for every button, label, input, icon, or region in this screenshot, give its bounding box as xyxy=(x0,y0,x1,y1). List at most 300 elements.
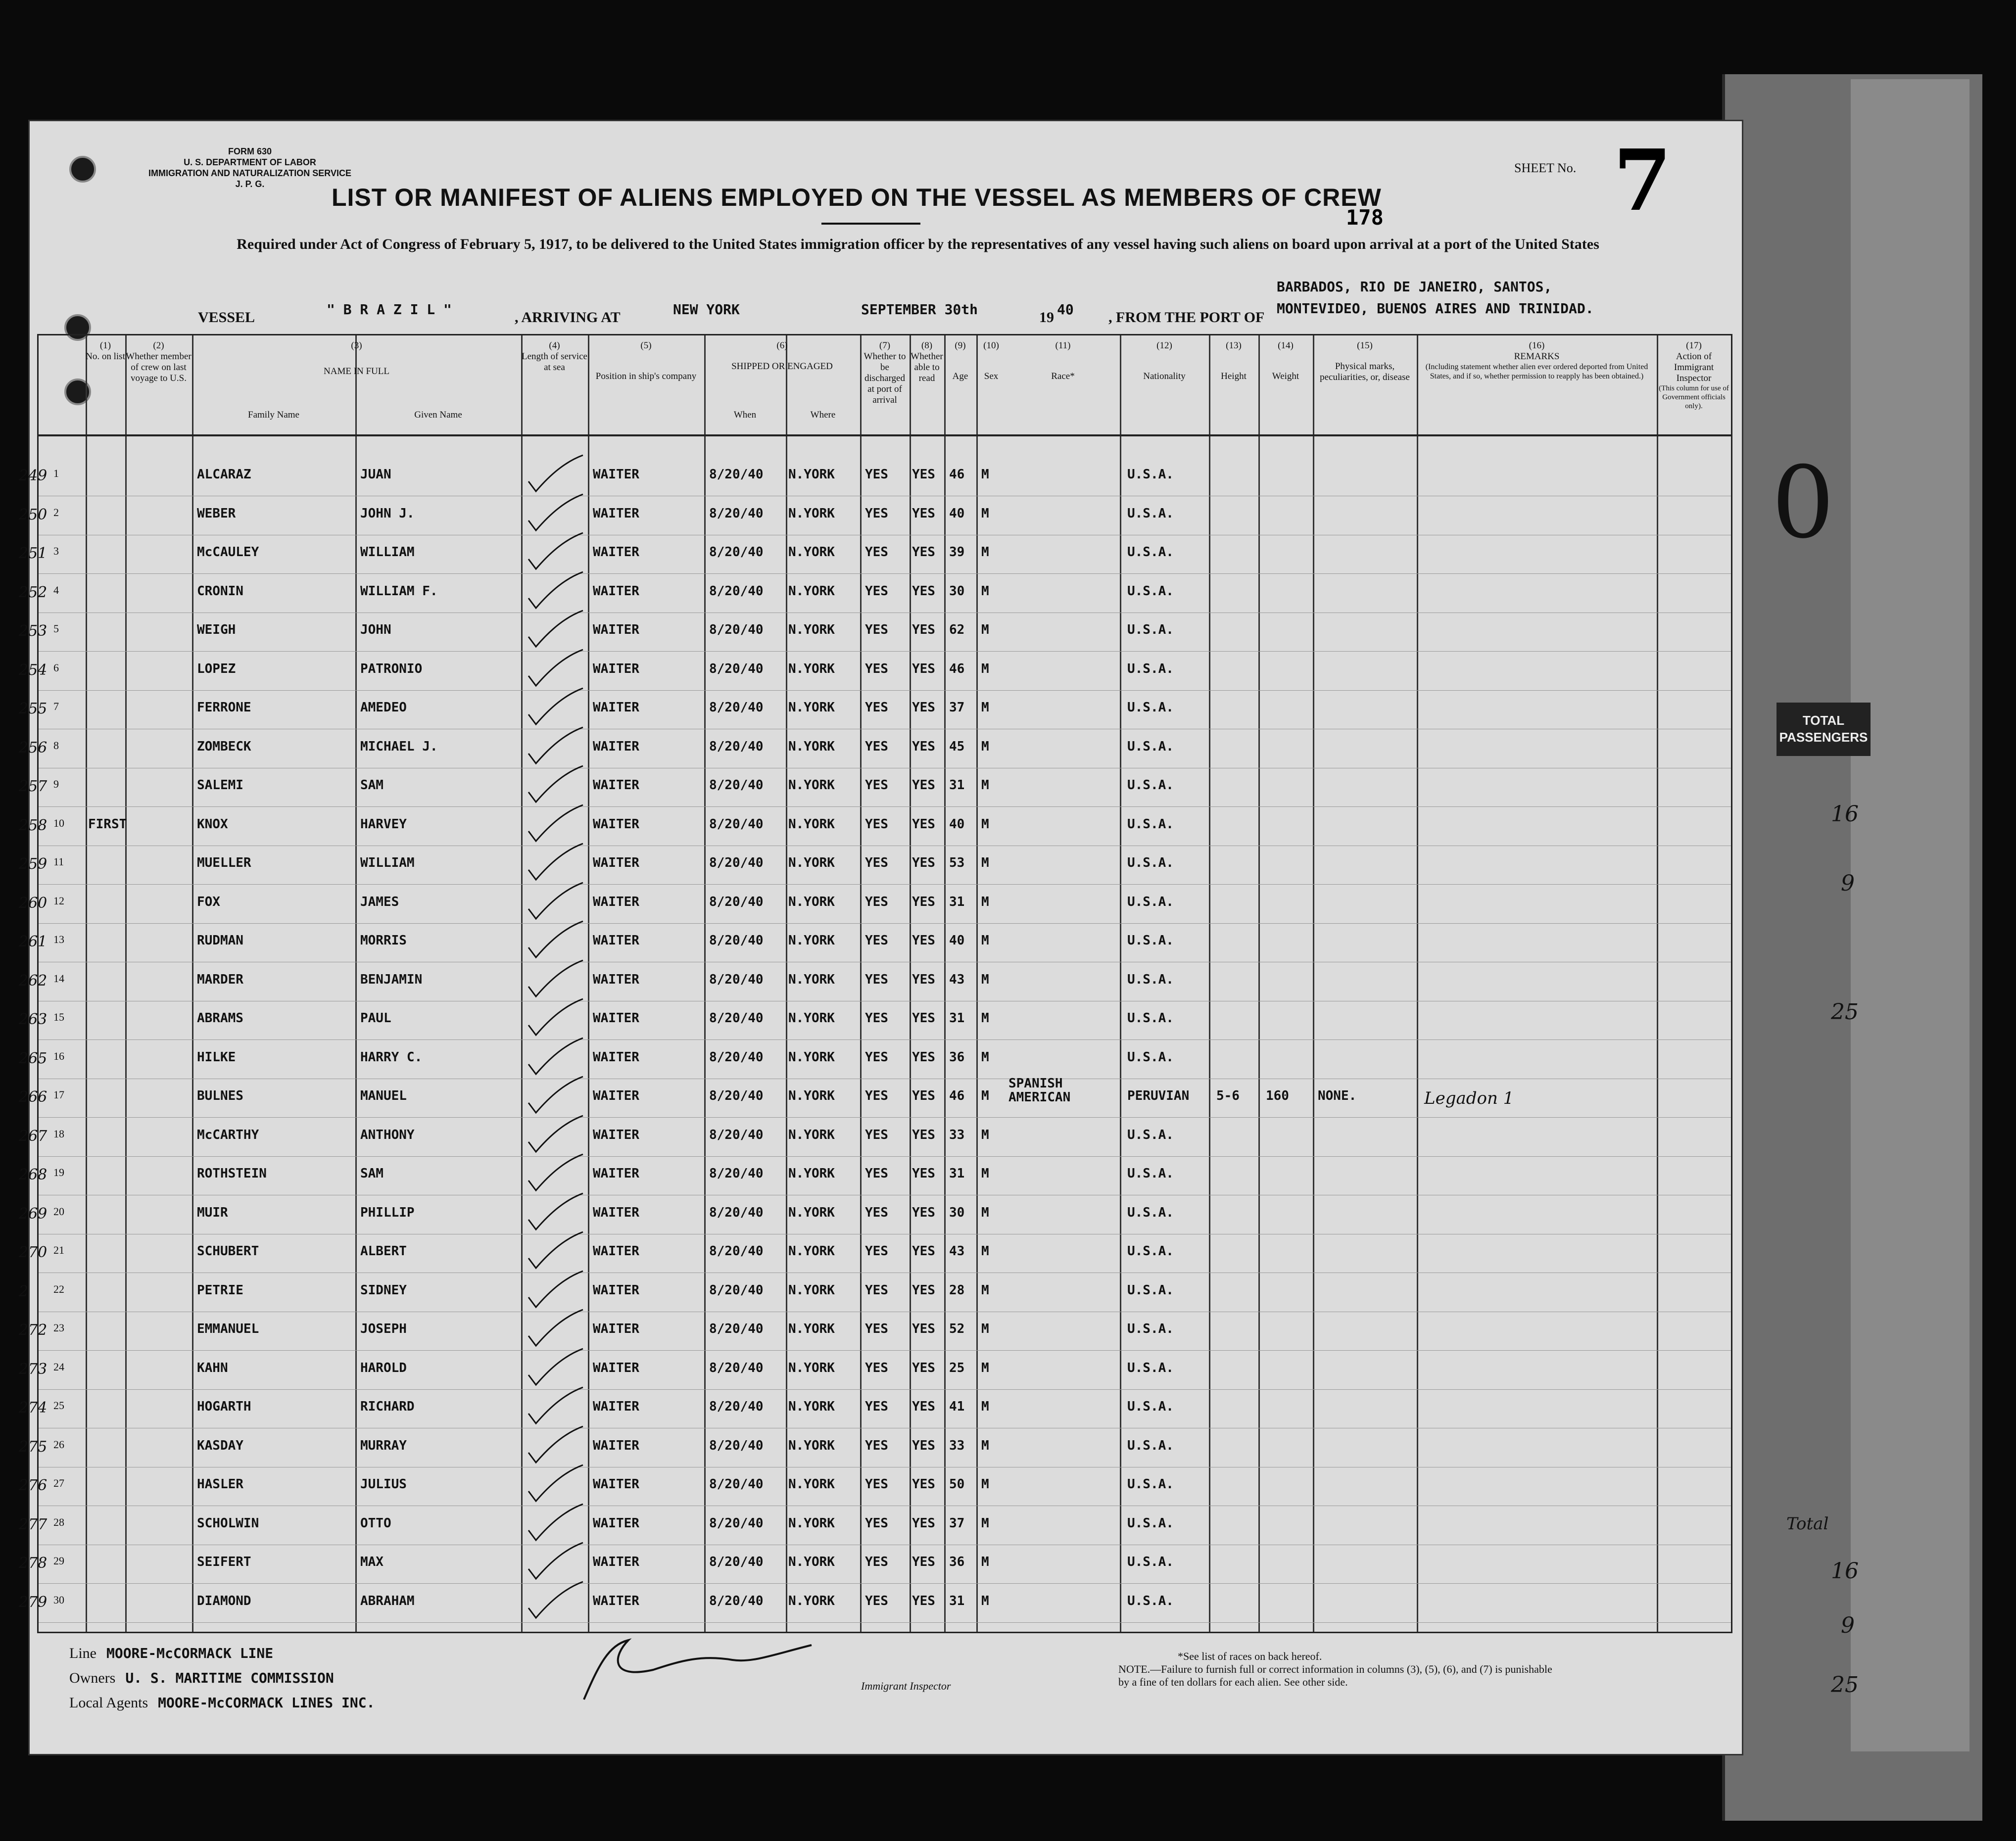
position: WAITER xyxy=(593,739,639,754)
service-checkmark-icon xyxy=(526,1309,585,1348)
service-checkmark-icon xyxy=(526,687,585,727)
sex: M xyxy=(981,1049,989,1065)
shipped-when: 8/20/40 xyxy=(709,1399,764,1414)
given-name: PATRONIO xyxy=(360,661,423,676)
from-port-label: , FROM THE PORT OF xyxy=(1108,309,1265,326)
service-checkmark-icon xyxy=(526,1231,585,1271)
list-number: 29 xyxy=(53,1555,64,1567)
shipped-where: N.YORK xyxy=(788,583,835,599)
table-row xyxy=(19,1275,1731,1314)
family-name: HILKE xyxy=(197,1049,236,1065)
margin-line-number: 2 xyxy=(19,1282,29,1300)
table-row xyxy=(19,1197,1731,1236)
position: WAITER xyxy=(593,1244,639,1259)
shipped-when: 8/20/40 xyxy=(709,1166,764,1181)
family-name: CRONIN xyxy=(197,583,243,599)
margin-line-number: 265 xyxy=(19,1049,48,1067)
age: 30 xyxy=(949,583,965,599)
sex: M xyxy=(981,1244,989,1259)
col-header-sex: (10) Sex xyxy=(983,340,999,381)
family-name: SEIFERT xyxy=(197,1555,251,1569)
able-to-read: YES xyxy=(912,1477,935,1492)
shipped-when: 8/20/40 xyxy=(709,545,764,560)
age: 43 xyxy=(949,972,965,987)
family-name: SCHOLWIN xyxy=(197,1515,259,1531)
family-name: LOPEZ xyxy=(197,661,236,676)
shipped-where: N.YORK xyxy=(788,1127,835,1142)
shipped-where: N.YORK xyxy=(788,1515,835,1531)
age: 39 xyxy=(949,545,965,560)
given-name: ANTHONY xyxy=(360,1127,415,1142)
table-row xyxy=(19,770,1731,808)
discharged: YES xyxy=(865,1166,888,1181)
service-checkmark-icon xyxy=(526,1192,585,1232)
nationality: U.S.A. xyxy=(1127,1166,1174,1181)
nationality: U.S.A. xyxy=(1127,1244,1174,1259)
shipped-when: 8/20/40 xyxy=(709,661,764,676)
given-name: SAM xyxy=(360,1166,384,1181)
service-checkmark-icon xyxy=(526,765,585,804)
discharged: YES xyxy=(865,1438,888,1453)
able-to-read: YES xyxy=(912,894,935,909)
position: WAITER xyxy=(593,506,639,521)
shipped-when: 8/20/40 xyxy=(709,1244,764,1259)
table-row xyxy=(19,1120,1731,1158)
age: 31 xyxy=(949,1166,965,1181)
sex: M xyxy=(981,1515,989,1531)
sex: M xyxy=(981,467,989,482)
nationality: U.S.A. xyxy=(1127,972,1174,987)
sex: M xyxy=(981,1593,989,1608)
discharged: YES xyxy=(865,1088,888,1103)
list-number: 28 xyxy=(53,1515,64,1528)
able-to-read: YES xyxy=(912,1360,935,1375)
shipped-when: 8/20/40 xyxy=(709,700,764,715)
table-row xyxy=(19,692,1731,731)
total-passengers-header: TOTAL PASSENGERS xyxy=(1776,703,1871,756)
service-checkmark-icon xyxy=(526,920,585,960)
able-to-read: YES xyxy=(912,1322,935,1336)
position: WAITER xyxy=(593,1049,639,1065)
previous-voyage: FIRST xyxy=(88,816,127,832)
given-name: HARVEY xyxy=(360,816,407,832)
ports-line-2: MONTEVIDEO, BUENOS AIRES AND TRINIDAD. xyxy=(1277,300,1594,317)
given-name: MORRIS xyxy=(360,933,407,948)
table-row xyxy=(19,1508,1731,1547)
col-header-weight: (14) Weight xyxy=(1272,340,1299,381)
shipped-where: N.YORK xyxy=(788,545,835,560)
nationality: U.S.A. xyxy=(1127,467,1174,482)
family-name: MUIR xyxy=(197,1205,228,1220)
nationality: U.S.A. xyxy=(1127,816,1174,832)
shipped-where: N.YORK xyxy=(788,1593,835,1608)
nationality: U.S.A. xyxy=(1127,739,1174,754)
able-to-read: YES xyxy=(912,816,935,832)
table-row xyxy=(19,1430,1731,1469)
margin-line-number: 276 xyxy=(19,1477,48,1494)
age: 50 xyxy=(949,1477,965,1492)
service-checkmark-icon xyxy=(526,726,585,766)
shipped-when: 8/20/40 xyxy=(709,972,764,987)
nationality: U.S.A. xyxy=(1127,778,1174,793)
position: WAITER xyxy=(593,1477,639,1492)
service-checkmark-icon xyxy=(526,454,585,494)
col-header-where: Where xyxy=(810,410,836,420)
able-to-read: YES xyxy=(912,1438,935,1453)
position: WAITER xyxy=(593,855,639,870)
punch-hole xyxy=(69,156,96,183)
col-header-race: (11) Race* xyxy=(1051,340,1075,381)
shipped-where: N.YORK xyxy=(788,778,835,793)
list-number: 13 xyxy=(53,933,64,945)
service-checkmark-icon xyxy=(526,1386,585,1426)
discharged: YES xyxy=(865,545,888,560)
service-checkmark-icon xyxy=(526,649,585,688)
service-checkmark-icon xyxy=(526,1153,585,1193)
service-checkmark-icon xyxy=(526,998,585,1038)
discharged: YES xyxy=(865,739,888,754)
position: WAITER xyxy=(593,1011,639,1026)
shipped-when: 8/20/40 xyxy=(709,739,764,754)
shipped-when: 8/20/40 xyxy=(709,1205,764,1220)
age: 31 xyxy=(949,894,965,909)
service-checkmark-icon xyxy=(526,804,585,844)
margin-line-number: 262 xyxy=(19,972,48,990)
side-total-5: 9 xyxy=(1841,1613,1855,1638)
shipped-when: 8/20/40 xyxy=(709,1360,764,1375)
age: 25 xyxy=(949,1360,965,1375)
col-header-discharged: (7) Whether to be discharged at port of arrival xyxy=(864,340,906,405)
nationality: U.S.A. xyxy=(1127,700,1174,715)
position: WAITER xyxy=(593,1360,639,1375)
able-to-read: YES xyxy=(912,1088,935,1103)
discharged: YES xyxy=(865,972,888,987)
discharged: YES xyxy=(865,855,888,870)
nationality: U.S.A. xyxy=(1127,583,1174,599)
table-row xyxy=(19,1314,1731,1352)
able-to-read: YES xyxy=(912,1011,935,1026)
penalty-note: NOTE.—Failure to furnish full or correct information in columns (3), (5), (6), and (7) is punishable by a fine of ten dollars for each alien. See other side. xyxy=(1118,1663,1552,1688)
margin-line-number: 270 xyxy=(19,1244,48,1261)
shipped-when: 8/20/40 xyxy=(709,1049,764,1065)
col-header-read: (8) Whether able to read xyxy=(911,340,943,383)
list-number: 9 xyxy=(53,778,59,790)
shipped-when: 8/20/40 xyxy=(709,894,764,909)
shipped-where: N.YORK xyxy=(788,1282,835,1298)
discharged: YES xyxy=(865,933,888,948)
shipped-where: N.YORK xyxy=(788,894,835,909)
able-to-read: YES xyxy=(912,1049,935,1065)
margin-line-number: 256 xyxy=(19,739,48,756)
able-to-read: YES xyxy=(912,933,935,948)
able-to-read: YES xyxy=(912,506,935,521)
family-name: KNOX xyxy=(197,816,228,832)
able-to-read: YES xyxy=(912,1555,935,1569)
service-checkmark-icon xyxy=(526,1542,585,1581)
given-name: HARRY C. xyxy=(360,1049,423,1065)
service-checkmark-icon xyxy=(526,1115,585,1154)
sheet-number: 7 xyxy=(1613,131,1672,230)
form-reference xyxy=(148,146,351,189)
given-name: OTTO xyxy=(360,1515,391,1531)
nationality: U.S.A. xyxy=(1127,1011,1174,1026)
age: 43 xyxy=(949,1244,965,1259)
nationality: U.S.A. xyxy=(1127,661,1174,676)
margin-line-number: 252 xyxy=(19,583,48,601)
age: 46 xyxy=(949,661,965,676)
given-name: WILLIAM F. xyxy=(360,583,438,599)
margin-line-number: 268 xyxy=(19,1166,48,1183)
margin-line-number: 259 xyxy=(19,855,48,873)
position: WAITER xyxy=(593,933,639,948)
given-name: PHILLIP xyxy=(360,1205,415,1220)
margin-line-number: 272 xyxy=(19,1322,48,1339)
race-note: *See list of races on back hereof. xyxy=(1178,1650,1322,1662)
margin-line-number: 257 xyxy=(19,778,48,795)
list-number: 22 xyxy=(53,1282,64,1295)
weight: 160 xyxy=(1266,1088,1289,1103)
shipped-where: N.YORK xyxy=(788,1360,835,1375)
service-name: IMMIGRATION AND NATURALIZATION SERVICE xyxy=(148,168,351,178)
list-number: 20 xyxy=(53,1205,64,1218)
side-total-6: 25 xyxy=(1831,1672,1859,1698)
discharged: YES xyxy=(865,1282,888,1298)
shipped-when: 8/20/40 xyxy=(709,855,764,870)
nationality: U.S.A. xyxy=(1127,622,1174,637)
shipped-when: 8/20/40 xyxy=(709,622,764,637)
margin-line-number: 254 xyxy=(19,661,48,679)
family-name: FOX xyxy=(197,894,220,909)
nationality: U.S.A. xyxy=(1127,1205,1174,1220)
age: 40 xyxy=(949,506,965,521)
margin-line-number: 258 xyxy=(19,816,48,834)
agents-value: MOORE-McCORMACK LINES INC. xyxy=(158,1695,375,1711)
footer-agents xyxy=(69,1645,375,1719)
family-name: RUDMAN xyxy=(197,933,243,948)
family-name: WEIGH xyxy=(197,622,236,637)
list-number: 1 xyxy=(53,467,59,479)
margin-line-number: 266 xyxy=(19,1088,48,1106)
family-name: EMMANUEL xyxy=(197,1322,259,1336)
col-header-no: (1) No. on list xyxy=(86,340,125,362)
able-to-read: YES xyxy=(912,583,935,599)
sex: M xyxy=(981,622,989,637)
col-header-inspector-action: (17) Action of Immigrant Inspector (This column for use of Government officials only). xyxy=(1659,340,1729,410)
given-name: JAMES xyxy=(360,894,399,909)
discharged: YES xyxy=(865,622,888,637)
inspector-signature xyxy=(554,1625,831,1704)
inspector-label: Immigrant Inspector xyxy=(861,1680,951,1692)
service-checkmark-icon xyxy=(526,1348,585,1387)
age: 31 xyxy=(949,1593,965,1608)
family-name: WEBER xyxy=(197,506,236,521)
given-name: ABRAHAM xyxy=(360,1593,415,1608)
family-name: KAHN xyxy=(197,1360,228,1375)
col-header-service: (4) Length of service at sea xyxy=(522,340,587,373)
sex: M xyxy=(981,933,989,948)
owners-label: Owners xyxy=(69,1670,116,1686)
shipped-when: 8/20/40 xyxy=(709,1515,764,1531)
arrival-year: 40 xyxy=(1057,301,1074,318)
family-name: ZOMBECK xyxy=(197,739,251,754)
side-total-label: Total xyxy=(1786,1514,1829,1534)
position: WAITER xyxy=(593,467,639,482)
table-row xyxy=(19,1042,1731,1081)
shipped-where: N.YORK xyxy=(788,622,835,637)
list-number: 26 xyxy=(53,1438,64,1451)
age: 31 xyxy=(949,778,965,793)
margin-line-number: 261 xyxy=(19,933,48,950)
sex: M xyxy=(981,816,989,832)
margin-line-number: 253 xyxy=(19,622,48,640)
family-name: HASLER xyxy=(197,1477,243,1492)
table-row xyxy=(19,498,1731,537)
shipped-when: 8/20/40 xyxy=(709,933,764,948)
agents-label: Local Agents xyxy=(69,1695,148,1711)
table-row xyxy=(19,614,1731,653)
position: WAITER xyxy=(593,1127,639,1142)
col-header-prev-voyage: (2) Whether member of crew on last voyage to U.S. xyxy=(126,340,192,383)
margin-line-number: 267 xyxy=(19,1127,48,1145)
position: WAITER xyxy=(593,778,639,793)
side-total-1: 16 xyxy=(1831,802,1859,827)
discharged: YES xyxy=(865,894,888,909)
owners-value: U. S. MARITIME COMMISSION xyxy=(125,1670,334,1686)
service-checkmark-icon xyxy=(526,493,585,533)
line-label: Line xyxy=(69,1645,96,1661)
sex: M xyxy=(981,1399,989,1414)
physical-marks: NONE. xyxy=(1318,1088,1357,1103)
shipped-when: 8/20/40 xyxy=(709,506,764,521)
discharged: YES xyxy=(865,661,888,676)
table-row xyxy=(19,1391,1731,1430)
discharged: YES xyxy=(865,1477,888,1492)
age: 46 xyxy=(949,1088,965,1103)
list-number: 25 xyxy=(53,1399,64,1412)
family-name: SALEMI xyxy=(197,778,243,793)
able-to-read: YES xyxy=(912,1593,935,1608)
table-row xyxy=(19,459,1731,498)
able-to-read: YES xyxy=(912,778,935,793)
position: WAITER xyxy=(593,894,639,909)
table-row xyxy=(19,1158,1731,1197)
position: WAITER xyxy=(593,1555,639,1569)
nationality: U.S.A. xyxy=(1127,1399,1174,1414)
discharged: YES xyxy=(865,1322,888,1336)
shipped-where: N.YORK xyxy=(788,1205,835,1220)
margin-line-number: 275 xyxy=(19,1438,48,1456)
sex: M xyxy=(981,972,989,987)
service-checkmark-icon xyxy=(526,1503,585,1543)
office-code: J. P. G. xyxy=(235,179,265,189)
list-number: 14 xyxy=(53,972,64,985)
shipped-where: N.YORK xyxy=(788,816,835,832)
age: 30 xyxy=(949,1205,965,1220)
list-number: 7 xyxy=(53,700,59,712)
service-checkmark-icon xyxy=(526,1464,585,1504)
nationality: U.S.A. xyxy=(1127,855,1174,870)
age: 37 xyxy=(949,700,965,715)
side-sheet-mark: 0 xyxy=(1772,445,1835,561)
table-row xyxy=(19,925,1731,964)
sex: M xyxy=(981,1360,989,1375)
list-number: 16 xyxy=(53,1049,64,1062)
sex: M xyxy=(981,1127,989,1142)
margin-line-number: 260 xyxy=(19,894,48,912)
position: WAITER xyxy=(593,1088,639,1103)
side-total-4: 16 xyxy=(1831,1558,1859,1584)
able-to-read: YES xyxy=(912,855,935,870)
sex: M xyxy=(981,700,989,715)
sex: M xyxy=(981,1011,989,1026)
position: WAITER xyxy=(593,545,639,560)
position: WAITER xyxy=(593,816,639,832)
able-to-read: YES xyxy=(912,545,935,560)
shipped-where: N.YORK xyxy=(788,467,835,482)
side-total-3: 25 xyxy=(1831,999,1859,1025)
race: SPANISH AMERICAN xyxy=(1008,1076,1071,1105)
given-name: JUAN xyxy=(360,467,391,482)
family-name: ROTHSTEIN xyxy=(197,1166,267,1181)
sex: M xyxy=(981,894,989,909)
able-to-read: YES xyxy=(912,1515,935,1531)
service-checkmark-icon xyxy=(526,1270,585,1310)
age: 62 xyxy=(949,622,965,637)
position: WAITER xyxy=(593,700,639,715)
position: WAITER xyxy=(593,1282,639,1298)
nationality: U.S.A. xyxy=(1127,894,1174,909)
footer-notes xyxy=(1118,1650,1564,1689)
department-name: U. S. DEPARTMENT OF LABOR xyxy=(184,157,316,167)
shipped-where: N.YORK xyxy=(788,506,835,521)
position: WAITER xyxy=(593,622,639,637)
col-header-position: (5) Position in ship's company xyxy=(595,340,697,381)
col-header-shipped: (6) SHIPPED OR ENGAGED xyxy=(731,340,833,372)
discharged: YES xyxy=(865,1360,888,1375)
given-name: WILLIAM xyxy=(360,855,415,870)
given-name: MURRAY xyxy=(360,1438,407,1453)
margin-line-number: 273 xyxy=(19,1360,48,1378)
sex: M xyxy=(981,661,989,676)
sex: M xyxy=(981,1555,989,1569)
nationality: U.S.A. xyxy=(1127,1477,1174,1492)
shipped-where: N.YORK xyxy=(788,1438,835,1453)
shipped-when: 8/20/40 xyxy=(709,1127,764,1142)
nationality: U.S.A. xyxy=(1127,506,1174,521)
service-checkmark-icon xyxy=(526,882,585,921)
table-row xyxy=(19,1547,1731,1585)
list-number: 4 xyxy=(53,583,59,596)
shipped-where: N.YORK xyxy=(788,739,835,754)
discharged: YES xyxy=(865,1555,888,1569)
table-row xyxy=(19,654,1731,692)
shipped-when: 8/20/40 xyxy=(709,1477,764,1492)
title-divider xyxy=(821,223,920,225)
col-header-given-name: Given Name xyxy=(414,410,462,420)
able-to-read: YES xyxy=(912,739,935,754)
page-title: LIST OR MANIFEST OF ALIENS EMPLOYED ON THE VESSEL AS MEMBERS OF CREW xyxy=(332,184,1382,211)
shipped-where: N.YORK xyxy=(788,1011,835,1026)
sex: M xyxy=(981,1282,989,1298)
sex: M xyxy=(981,1322,989,1336)
given-name: JOHN xyxy=(360,622,391,637)
age: 36 xyxy=(949,1555,965,1569)
margin-line-number: 269 xyxy=(19,1205,48,1223)
manifest-page xyxy=(19,121,1742,1754)
list-number: 3 xyxy=(53,545,59,557)
col-header-age: (9) Age xyxy=(952,340,968,381)
form-number: FORM 630 xyxy=(228,146,272,156)
